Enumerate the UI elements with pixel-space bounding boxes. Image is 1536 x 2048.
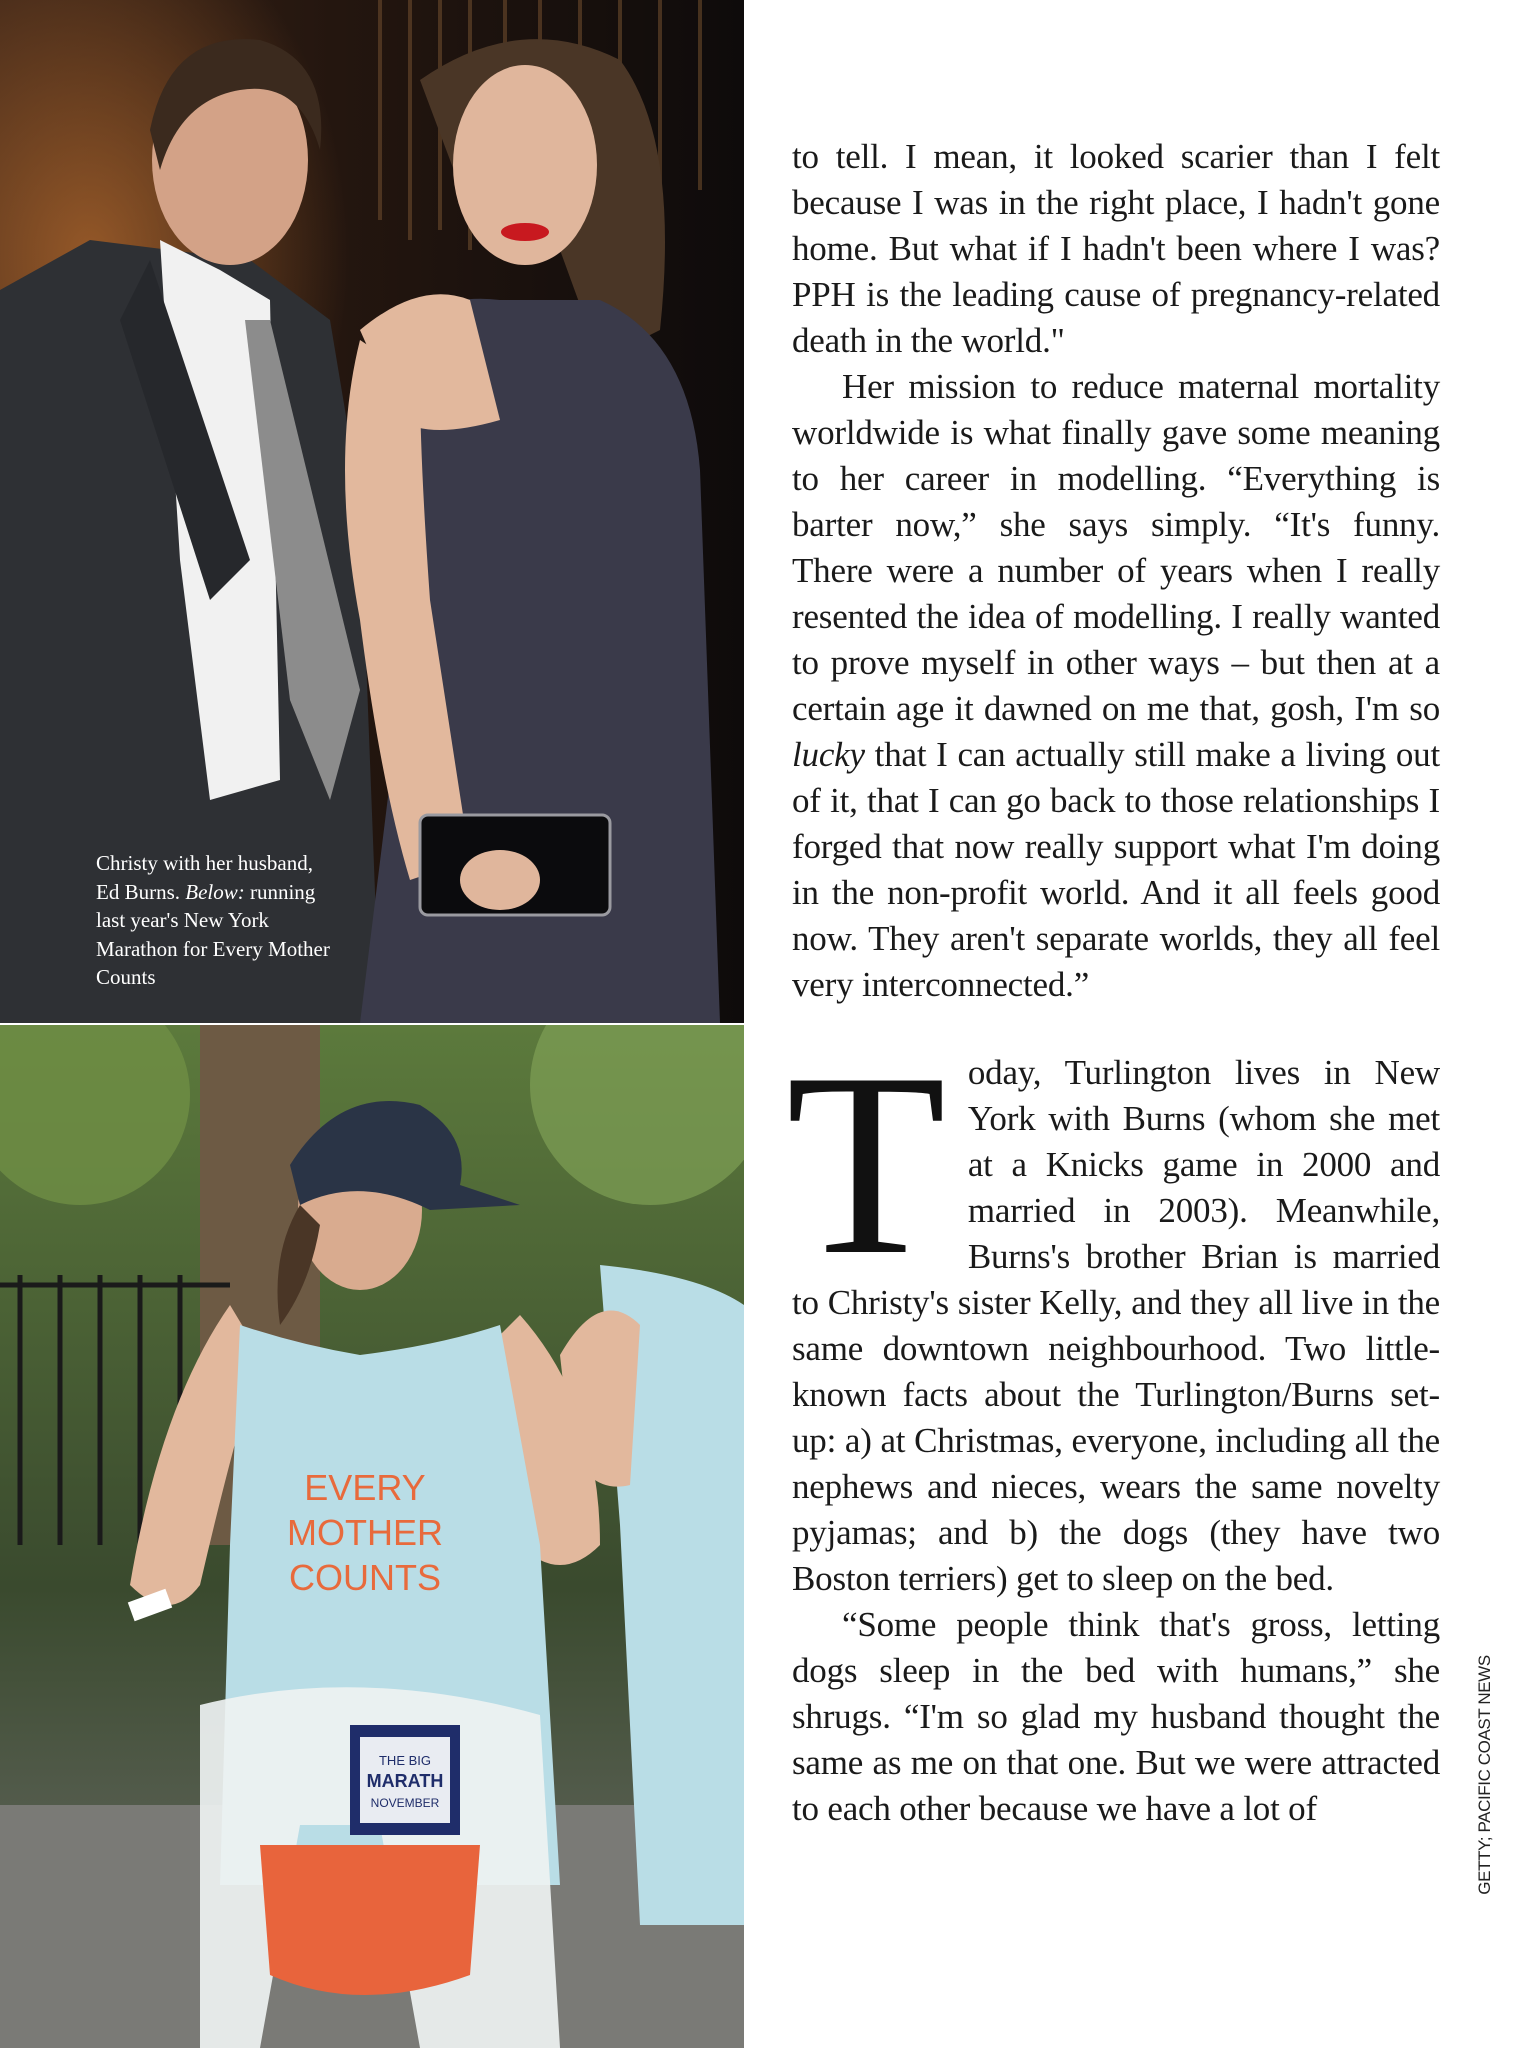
paragraph-3-text: oday, Turlington lives in New York with Burns (whom she met at a Knicks game in 2000 and married in 2003). Meanwhile, Burns's brother Brian is married to Christy's sister Kelly, and they all live in the same downtown neighbourhood. Two little-known facts about the Turlington/Burns set-up: a) at Christmas, everyone, including all the nephews and nieces, wears the same novelty pyjamas; and b) the dogs (they have two Boston terriers) get to sleep on the bed. [792, 1053, 1440, 1598]
bib-text-1: THE BIG [378, 1753, 432, 1768]
photo-caption [96, 849, 336, 992]
caption-line-2: running last year's New York Marathon for Every Mother Counts [96, 879, 330, 989]
paragraph-2 [792, 364, 1440, 1008]
marathon-photo-illustration [0, 1025, 744, 2048]
photo-credit [1470, 1655, 1500, 1895]
drop-cap: T [786, 1019, 946, 1309]
shirt-text-2: MOTHER [287, 1512, 443, 1553]
paragraph-3 [786, 1019, 1440, 1602]
shirt-text-1: EVERY [304, 1467, 426, 1508]
shirt-text-3: COUNTS [289, 1557, 441, 1598]
photo-couple [0, 0, 744, 1023]
emphasis-lucky: lucky [792, 735, 865, 774]
paragraph-1: to tell. I mean, it looked scarier than I felt because I was in the right place, I hadn't gone home. But what if I hadn't been where I was? PPH is the leading cause of pregnancy-related death in the world." [792, 137, 1440, 360]
paragraph-2-part-a: Her mission to reduce maternal mortality worldwide is what finally gave some meaning to her career in modelling. “Everything is barter now,” she says simply. “It's funny. There were a number of years when I really resented the idea of modelling. I really wanted to prove myself in other ways – but then at a certain age it dawned on me that, gosh, I'm so [792, 367, 1440, 728]
shorts [260, 1845, 480, 1995]
paragraph-4: “Some people think that's gross, letting dogs sleep in the bed with humans,” she shrugs. “I'm so glad my husband thought the same as me on that one. But we were attracted to each other because we have a lot of [792, 1605, 1440, 1828]
caption-below-label: Below: [185, 879, 245, 904]
paragraph-2-part-b: that I can actually still make a living out of it, that I can go back to those relationships I forged that now really support what I'm doing in the non-profit world. And it all feels good now. They aren't separate worlds, they all feel very interconnected.” [792, 735, 1440, 1004]
bib-text-2: MARATH [366, 1771, 444, 1791]
photo-marathon [0, 1025, 744, 2048]
article-body [786, 134, 1440, 1832]
bib-text-3: NOVEMBER [370, 1796, 440, 1810]
photo-credit-text: GETTY; PACIFIC COAST NEWS [1475, 1655, 1494, 1895]
caption-line-1: Christy with her husband, Ed Burns. [96, 851, 313, 904]
lipstick [501, 223, 549, 241]
